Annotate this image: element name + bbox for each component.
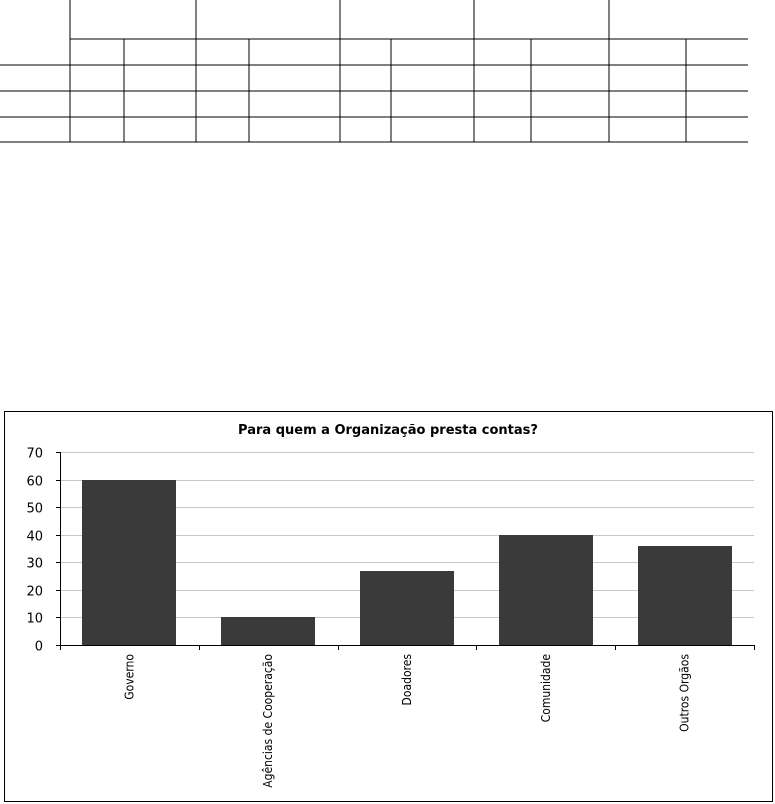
y-tick-label: 10: [26, 611, 43, 627]
x-category-label: Agências de Cooperação: [261, 654, 276, 788]
x-category-label: Comunidade: [538, 654, 553, 723]
x-category-label: Outros Orgãos: [677, 654, 692, 732]
y-tick-label: 20: [26, 584, 43, 600]
y-tick-label: 30: [26, 556, 43, 572]
chart-title: Para quem a Organização presta contas?: [238, 423, 538, 438]
y-tick-label: 70: [26, 446, 43, 462]
bar-outros-org-os: [638, 546, 732, 645]
bar-doadores: [360, 571, 454, 645]
bar-governo: [82, 480, 176, 645]
y-tick-label: 50: [26, 501, 43, 517]
x-category-label: Governo: [122, 654, 137, 700]
x-category-label: Doadores: [400, 654, 414, 706]
bar-comunidade: [499, 535, 593, 645]
bar-ag-ncias-de-coopera-o: [221, 617, 315, 645]
y-tick-label: 40: [26, 529, 43, 545]
y-tick-label: 0: [34, 639, 43, 655]
y-tick-label: 60: [26, 474, 43, 490]
empty-table: [0, 0, 748, 142]
